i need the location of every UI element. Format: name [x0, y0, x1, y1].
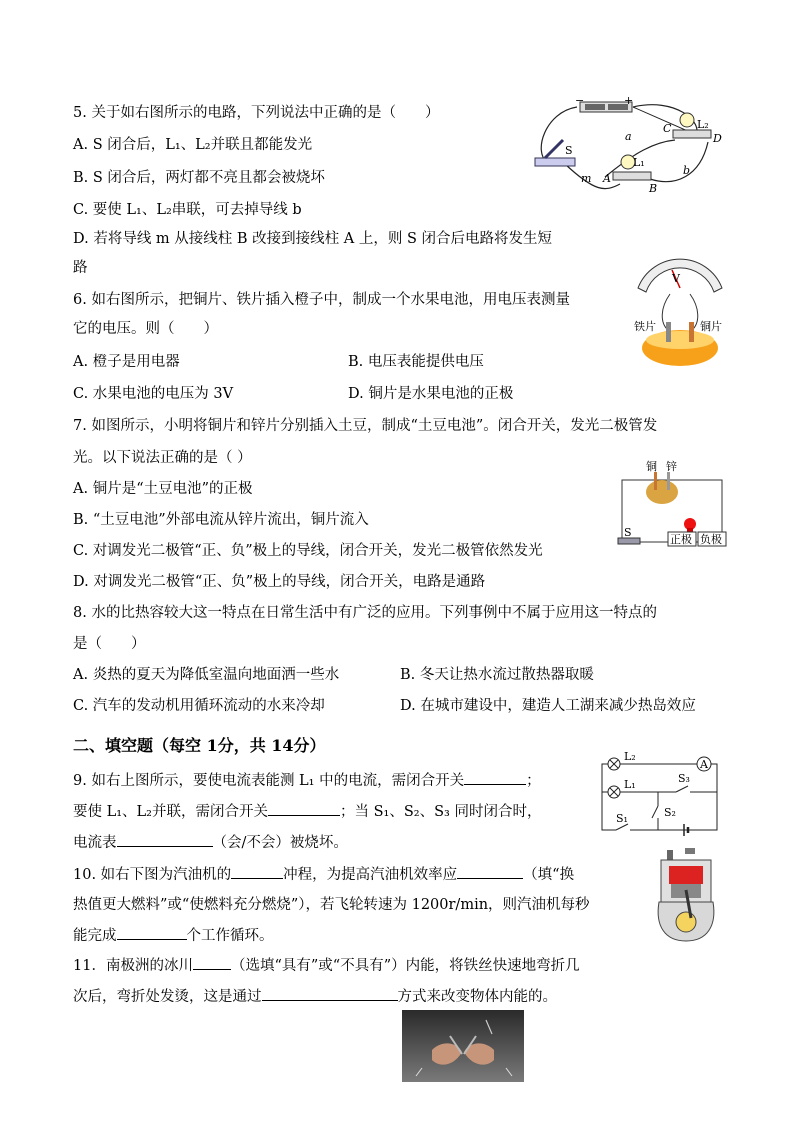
q9-line2: [73, 803, 541, 821]
q11-line1: [73, 957, 580, 975]
q10-text1c: （填“换: [523, 867, 575, 883]
q8-stem-cont: 是（ ）: [73, 636, 146, 652]
q5-fig-A: A: [603, 172, 611, 185]
q9-text1-end: ；: [526, 773, 541, 789]
q5-fig-b: b: [683, 164, 691, 177]
q5-fig-L2: L₂: [697, 118, 709, 131]
q6-fig-v: V: [672, 272, 680, 285]
q5-fig-m: m: [581, 172, 592, 185]
q5-fig-minus: −: [575, 94, 585, 107]
q11-line2: [73, 988, 557, 1006]
q6-option-c: C. 水果电池的电压为 3V: [73, 386, 234, 402]
q11-bending-wire-photo: [402, 1010, 524, 1082]
q5-circuit-figure: [525, 92, 735, 204]
q5-option-b: B. S 闭合后，两灯都不亮且都会被烧坏: [73, 170, 325, 186]
q11-text1a: 11．南极洲的冰川: [73, 958, 193, 974]
q11-blank1: [193, 969, 231, 970]
q5-fig-L1: L₁: [633, 156, 645, 169]
q8-option-c: C. 汽车的发动机用循环流动的水来冷却: [73, 698, 325, 714]
q9-text1: 9. 如右上图所示，要使电流表能测 L₁ 中的电流，需闭合开关: [73, 773, 465, 789]
q5-fig-C: C: [663, 122, 672, 135]
q6-fruit-battery-figure: [630, 248, 730, 370]
q5-fig-S: S: [565, 144, 573, 157]
q7-potato-battery-figure: [610, 458, 730, 553]
q10-blank1: [231, 878, 283, 879]
q6-option-a: A. 橙子是用电器: [73, 354, 180, 370]
q7-fig-copper: 铜: [646, 460, 657, 473]
q10-line2: 热值更大燃料”或“使燃料充分燃烧”），若飞轮转速为 1200r/min，则汽油机每秒: [73, 897, 590, 913]
q7-fig-zinc: 锌: [666, 460, 677, 473]
q6-stem: 6. 如右图所示，把铜片、铁片插入橙子中，制成一个水果电池，用电压表测量: [73, 292, 570, 308]
q10-engine-figure: [655, 846, 717, 944]
q10-text1b: 冲程，为提高汽油机效率应: [283, 867, 458, 883]
q5-option-d: D. 若将导线 m 从接线柱 B 改接到接线柱 A 上，则 S 闭合后电路将发生短: [73, 231, 553, 247]
q9-text2b: ；当 S₁、S₂、S₃ 同时闭合时，: [340, 804, 542, 820]
q11-text1b: （选填“具有”或“不具有”）内能，将铁丝快速地弯折几: [230, 958, 580, 974]
q6-option-d: D. 铜片是水果电池的正极: [348, 386, 514, 402]
q10-line3: [73, 927, 274, 945]
q9-text2a: 要使 L₁、L₂并联，需闭合开关: [73, 804, 268, 820]
q7-fig-pos: 正极: [670, 533, 692, 546]
q9-text3b: （会/不会）被烧坏。: [212, 835, 348, 851]
q9-fig-A: A: [700, 758, 708, 771]
q7-option-d: D. 对调发光二极管“正、负”极上的导线，闭合开关，电路是通路: [73, 574, 486, 590]
q9-blank1: [464, 784, 526, 785]
q9-line3: [73, 834, 348, 852]
q11-text2a: 次后，弯折处发烫，这是通过: [73, 989, 262, 1005]
q9-fig-S3: S₃: [678, 772, 690, 785]
q8-option-b: B. 冬天让热水流过散热器取暖: [400, 667, 594, 683]
q9-blank2: [268, 815, 340, 816]
q8-option-d: D. 在城市建设中，建造人工湖来减少热岛效应: [400, 698, 696, 714]
q7-fig-s: S: [624, 526, 632, 539]
q7-stem-cont: 光。以下说法正确的是（ ）: [73, 450, 252, 466]
q6-fig-iron: 铁片: [634, 320, 656, 333]
q8-stem: 8. 水的比热容较大这一特点在日常生活中有广泛的应用。下列事例中不属于应用这一特点的: [73, 605, 657, 621]
section-title: 二、填空题（每空 1分，共 14分）: [73, 736, 326, 755]
q10-line1: [73, 866, 574, 884]
q9-fig-S1: S₁: [616, 812, 628, 825]
q5-fig-a: a: [625, 130, 632, 143]
q10-text3a: 能完成: [73, 928, 117, 944]
q7-option-a: A. 铜片是“土豆电池”的正极: [73, 481, 253, 497]
q10-text1a: 10. 如右下图为汽油机的: [73, 867, 232, 883]
q9-fig-L2: L₂: [624, 750, 636, 763]
q7-option-c: C. 对调发光二极管“正、负”极上的导线，闭合开关，发光二极管依然发光: [73, 543, 543, 559]
q8-option-a: A. 炎热的夏天为降低室温向地面洒一些水: [73, 667, 340, 683]
q5-stem: 5. 关于如右图所示的电路，下列说法中正确的是（ ）: [73, 105, 440, 121]
q9-circuit-figure: [598, 748, 723, 840]
q9-text3a: 电流表: [73, 835, 117, 851]
q7-fig-neg: 负极: [700, 533, 722, 546]
q7-stem: 7. 如图所示，小明将铜片和锌片分别插入土豆，制成“土豆电池”。闭合开关，发光二极管发: [73, 418, 658, 434]
q6-fig-copper: 铜片: [700, 320, 722, 333]
q5-fig-plus: +: [624, 94, 634, 107]
q5-option-d-cont: 路: [73, 260, 88, 276]
q9-blank3: [117, 846, 213, 847]
q9-fig-S2: S₂: [664, 806, 676, 819]
q6-option-b: B. 电压表能提供电压: [348, 354, 484, 370]
q9-fig-L1: L₁: [624, 778, 636, 791]
q10-blank3: [117, 939, 187, 940]
q10-blank2: [457, 878, 523, 879]
q11-text2b: 方式来改变物体内能的。: [397, 989, 557, 1005]
q5-option-a: A. S 闭合后，L₁、L₂并联且都能发光: [73, 137, 313, 153]
q10-text3b: 个工作循环。: [186, 928, 274, 944]
q5-fig-D: D: [713, 132, 722, 145]
q5-fig-B: B: [649, 182, 658, 195]
q6-stem-cont: 它的电压。则（ ）: [73, 321, 218, 337]
q5-option-c: C. 要使 L₁、L₂串联，可去掉导线 b: [73, 202, 302, 218]
q9-line1: [73, 772, 541, 790]
q11-blank2: [262, 1000, 398, 1001]
q7-option-b: B. “土豆电池”外部电流从锌片流出，铜片流入: [73, 512, 369, 528]
